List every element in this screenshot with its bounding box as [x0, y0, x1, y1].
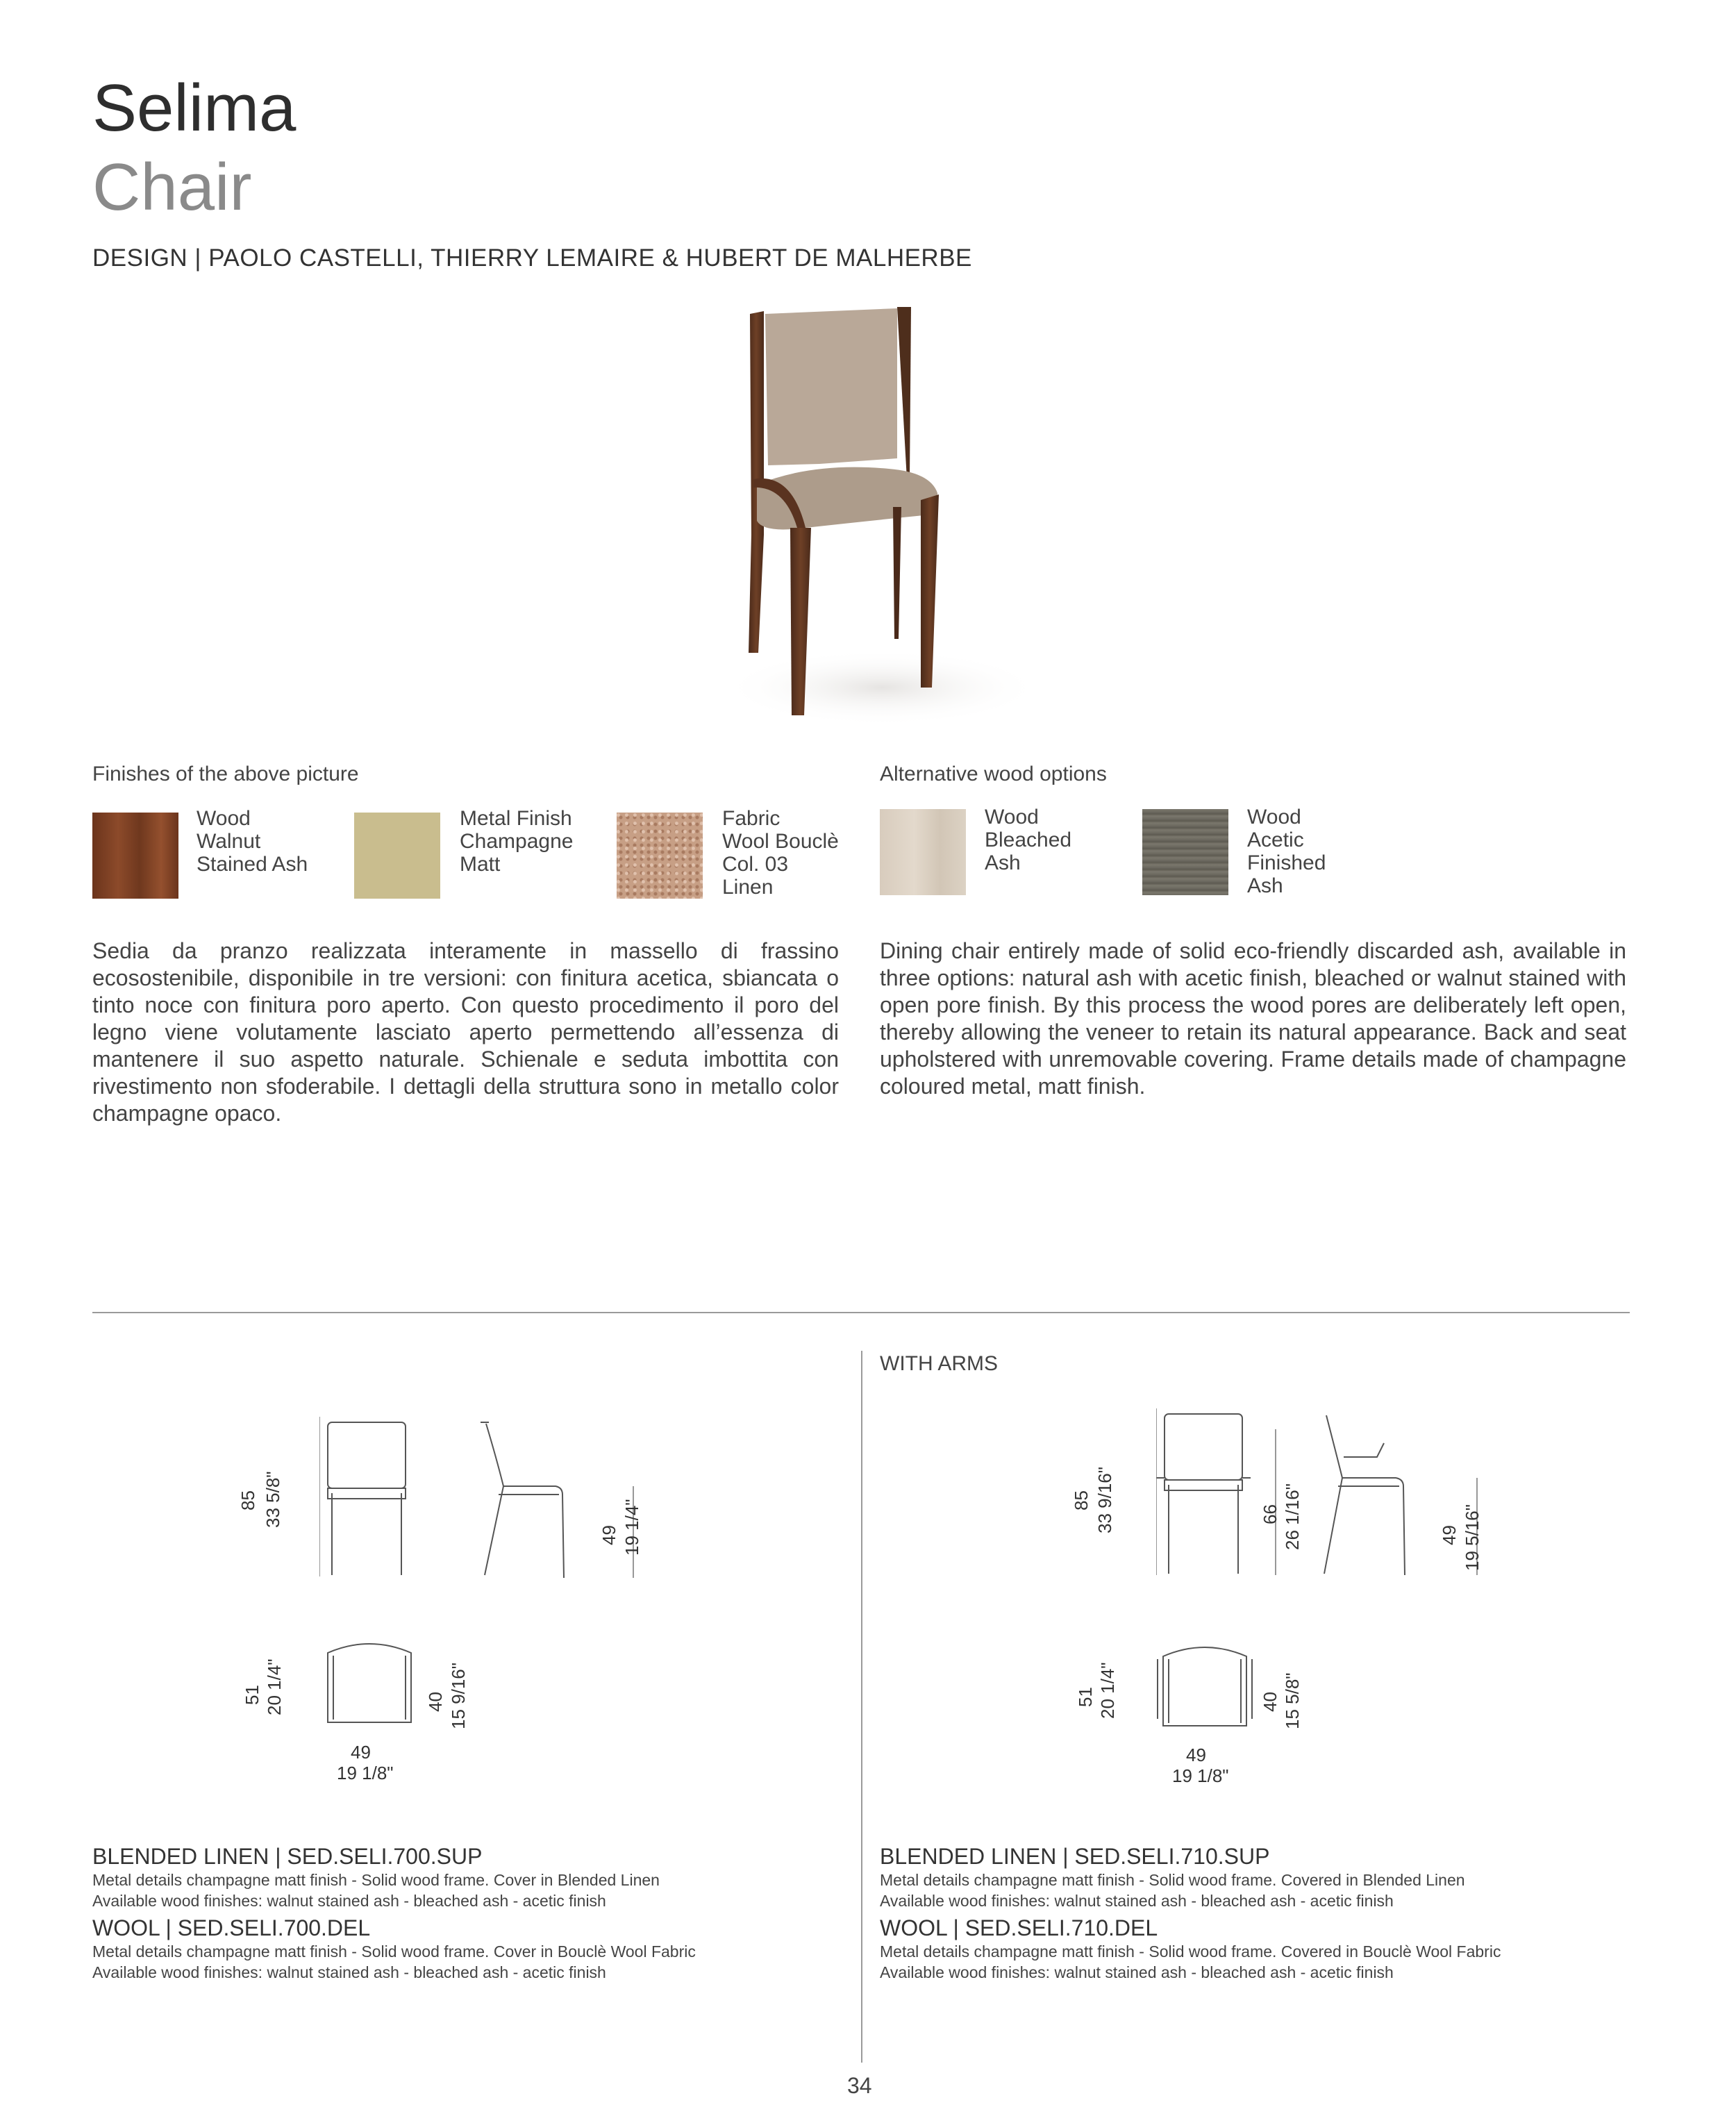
seat-in-left: 19 1/4": [621, 1499, 642, 1556]
inner-in-right: 15 5/8": [1282, 1672, 1303, 1729]
chair-back-cushion: [765, 308, 897, 465]
product-title: BLENDED LINEN | SED.SELI.710.SUP: [880, 1844, 1270, 1869]
arm-in-right: 26 1/16": [1282, 1483, 1303, 1550]
product-detail: Metal details champagne matt finish - Solid wood frame. Cover in Blended Linen: [92, 1871, 660, 1889]
chair-back-right-leg: [893, 507, 901, 639]
product-detail: Available wood finishes: walnut stained ash - bleached ash - acetic finish: [92, 1963, 606, 1981]
page-title: Selima: [92, 71, 297, 145]
page-subtitle: Chair: [92, 150, 252, 224]
width-cm-right: 49: [1186, 1745, 1206, 1765]
boucle-swatch-label: Fabric Wool Bouclè Col. 03 Linen: [722, 807, 839, 899]
product-title: WOOL | SED.SELI.700.DEL: [92, 1915, 371, 1940]
inner-cm-right: 40: [1260, 1692, 1280, 1712]
product-detail: Metal details champagne matt finish - Solid wood frame. Covered in Blended Linen: [880, 1871, 1465, 1889]
inner-cm-left: 40: [425, 1692, 446, 1712]
alternatives-label: Alternative wood options: [880, 763, 1107, 785]
product-detail: Available wood finishes: walnut stained ash - bleached ash - acetic finish: [880, 1963, 1394, 1981]
armchair-top-drawing: [1156, 1636, 1260, 1740]
product-detail: Available wood finishes: walnut stained ash - bleached ash - acetic finish: [880, 1892, 1394, 1910]
chair-front-side-drawing: [319, 1417, 646, 1583]
chair-top-drawing: [321, 1632, 425, 1736]
width-in-left: 19 1/8": [337, 1763, 394, 1783]
product-title: WOOL | SED.SELI.710.DEL: [880, 1915, 1158, 1940]
product-list-right: [880, 1844, 1630, 1983]
product-detail: Metal details champagne matt finish - Solid wood frame. Cover in Bouclè Wool Fabric: [92, 1942, 696, 1961]
description-italian: Sedia da pranzo realizzata interamente in massello di frassino ecosostenibile, disponibile in tre versioni: con finitura acetica, sbiancata o tinto noce con finitura poro aperto. Con questo procedimento il poro del legno viene volutamente lasciato aperto permettendo all’essenza di mantenere il suo aspetto naturale. Schienale e seduta imbottita con rivestimento non sfoderabile. I dettagli della struttura sono in metallo color champagne opaco.: [92, 938, 839, 1126]
height-in-right: 33 9/16": [1094, 1467, 1115, 1533]
depth-cm-left: 51: [242, 1685, 262, 1705]
height-in-left: 33 5/8": [262, 1471, 283, 1528]
product-detail: Available wood finishes: walnut stained ash - bleached ash - acetic finish: [92, 1892, 606, 1910]
walnut-swatch-label: Wood Walnut Stained Ash: [197, 807, 308, 876]
chair-back-right-post: [897, 307, 911, 479]
width-cm-left: 49: [351, 1742, 371, 1763]
seat-in-right: 19 5/16": [1462, 1504, 1483, 1571]
product-detail: Metal details champagne matt finish - Solid wood frame. Covered in Bouclè Wool Fabric: [880, 1942, 1501, 1961]
width-in-right: 19 1/8": [1172, 1765, 1229, 1786]
armchair-front-side-drawing: [1156, 1408, 1489, 1582]
bleached-ash-swatch-label: Wood Bleached Ash: [985, 806, 1072, 874]
bleached-ash-swatch: [880, 809, 966, 895]
product-title: BLENDED LINEN | SED.SELI.700.SUP: [92, 1844, 483, 1869]
acetic-ash-swatch-label: Wood Acetic Finished Ash: [1247, 806, 1326, 897]
seat-cm-right: 49: [1439, 1525, 1460, 1545]
chair-photo: [715, 299, 1062, 736]
page-number: 34: [847, 2073, 872, 2098]
section-divider: [92, 1312, 1630, 1313]
depth-in-right: 20 1/4": [1097, 1662, 1118, 1719]
chair-shadow: [722, 649, 1042, 726]
depth-cm-right: 51: [1075, 1687, 1096, 1707]
with-arms-label: WITH ARMS: [880, 1352, 998, 1375]
finishes-label: Finishes of the above picture: [92, 763, 359, 785]
champagne-swatch-label: Metal Finish Champagne Matt: [460, 807, 574, 876]
product-list-left: [92, 1844, 842, 1983]
height-cm-right: 85: [1071, 1490, 1092, 1510]
champagne-swatch: [354, 813, 440, 899]
description-english: Dining chair entirely made of solid eco-friendly discarded ash, available in three options: natural ash with acetic finish, bleached or walnut stained with open pore finish. By this process the wood pores are deliberately left open, thereby allowing the veneer to retain its natural appearance. Back and seat upholstered with unremovable covering. Frame details made of champagne coloured metal, matt finish.: [880, 938, 1626, 1099]
arm-cm-right: 66: [1260, 1504, 1280, 1524]
boucle-swatch: [617, 813, 703, 899]
height-cm-left: 85: [237, 1490, 258, 1510]
inner-in-left: 15 9/16": [448, 1663, 469, 1729]
acetic-ash-swatch: [1142, 809, 1228, 895]
depth-in-left: 20 1/4": [264, 1658, 285, 1715]
seat-cm-left: 49: [599, 1525, 619, 1545]
designer-credit: DESIGN | PAOLO CASTELLI, THIERRY LEMAIRE & HUBERT DE MALHERBE: [92, 244, 972, 272]
column-divider: [861, 1351, 862, 2063]
walnut-swatch: [92, 813, 178, 899]
